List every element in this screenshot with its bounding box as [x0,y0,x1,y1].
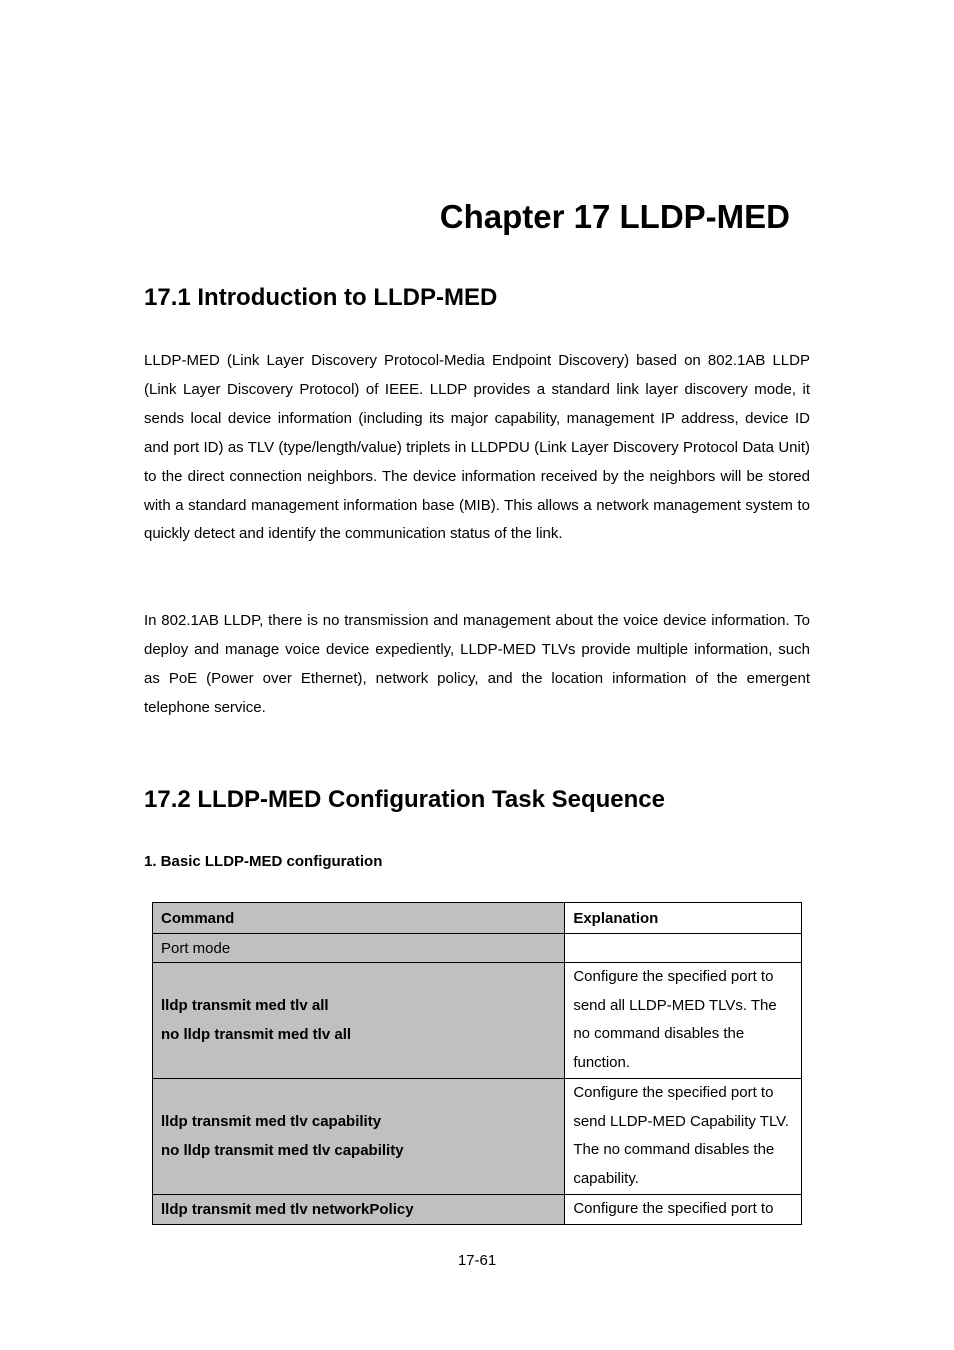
no-command-text: no lldp transmit med tlv all [161,1026,352,1044]
table-row-mode [153,934,802,963]
explanation-cell [565,1194,802,1224]
explanation-text: Configure the specified port to [573,1199,774,1217]
header-explanation: Explanation [565,903,802,934]
intro-paragraph-1: LLDP-MED (Link Layer Discovery Protocol-Media Endpoint Discovery) based on 802.1AB LLDP (Link Layer Discovery Protocol) of IEEE. LLDP provides a standard link layer discovery mode, it sends local device information (including its major capability, management IP address, device ID and port ID) as TLV (type/length/value) triplets in LLDPDU (Link Layer Discovery Protocol Data Unit) to the direct connection neighbors. The device information received by the neighbors will be stored with a standard management information base (MIB). This allows a network management system to quickly detect and identify the communication status of the link. [144,352,810,543]
table-row [153,1078,802,1194]
command-cell [153,1194,565,1224]
command-text: lldp transmit med tlv networkPolicy [161,1200,414,1218]
explanation-text: Configure the specified port to send all LLDP-MED TLVs. The no command disables the function. [573,968,777,1072]
command-table [152,902,802,1225]
section-title-configuration: 17.2 LLDP-MED Configuration Task Sequence [144,786,665,813]
explanation-cell [565,963,802,1079]
intro-paragraph-2: In 802.1AB LLDP, there is no transmission and management about the voice device information. To deploy and manage voice device expediently, LLDP-MED TLVs provide multiple information, such as PoE (Power over Ethernet), network policy, and the location information of the emergent telephone service. [144,612,810,716]
header-command: Command [153,903,565,934]
command-text: lldp transmit med tlv capability [161,1113,382,1131]
mode-cell: Port mode [153,934,565,963]
subheading-basic-config: 1. Basic LLDP-MED configuration [144,853,383,870]
table-row [153,963,802,1079]
no-command-text: no lldp transmit med tlv capability [161,1142,404,1160]
mode-explanation-cell [565,934,802,963]
command-text: lldp transmit med tlv all [161,997,329,1015]
explanation-cell [565,1078,802,1194]
table-row [153,1194,802,1224]
chapter-title: Chapter 17 LLDP-MED [439,198,790,235]
command-cell [153,963,565,1079]
table-header-row [153,903,802,934]
explanation-text: Configure the specified port to send LLDP-MED Capability TLV. The no command disables the capability. [573,1083,789,1187]
page-number: 17-61 [457,1252,497,1269]
command-cell [153,1078,565,1194]
section-title-introduction: 17.1 Introduction to LLDP-MED [144,284,498,311]
